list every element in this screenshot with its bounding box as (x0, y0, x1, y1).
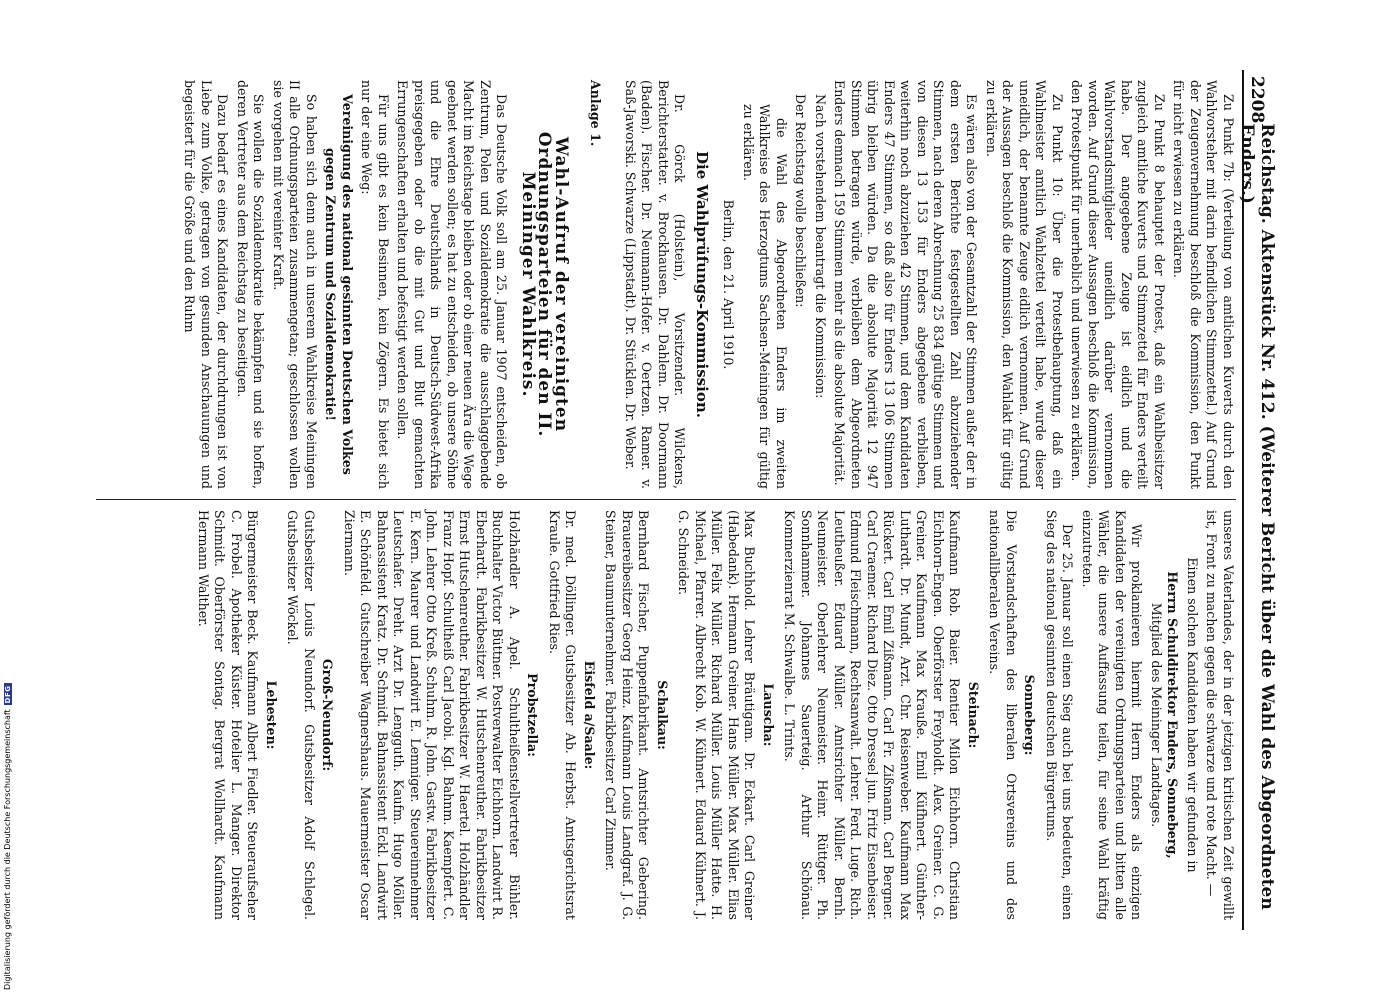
signatory-group (284, 510, 336, 920)
paragraph: Der Reichstag wolle beschließen: (793, 94, 809, 308)
signatory-group (195, 510, 280, 920)
signatory-group (675, 510, 776, 920)
place-signatories: Holzhändler A. Apel. Schultheißenstellvertreter Bühler. Buchhalter Victor Büttner. Postverwalter Eichhorn. Landwirt R. Eberhardt. Fabrikbesitzer W. Hutschenreuther. Fabrikbesitzer Ernst Hutschenreuther. Fabrikbesitzer W. Haertel. Holzhändler Franz Hopf. Schultheiß Carl Jacobi. Kgl. Bahnm. Kaempfert. C. John. Lehrer Otto Kreß. Schuhm. R. John. Gastw. Fabrikbesitzer E. Kern. Maurer und Landwirt E. Lemniger. Steuereinnehmer Leutschafer. Dreht. Arzt Dr. Lengguth. Kaufm. Hugo Möller. Bahnassistent Kratz. Dr. Schmidt. Bahnassistent Eckl. Landwirt E. Schönfeld. Gutschreiber Wagnershaus. Mauermeister Oscar Ziermann. (342, 510, 522, 920)
page-title: Reichstag. Aktenstück Nr. 412. (Weiterer Bericht über die Wahl des Abgeordneten Enders.) (1237, 123, 1277, 910)
commission-title: Die Wahlprüfungs-Kommission. (693, 151, 711, 418)
credit-text: Digitalisierung gefördert durch die Deutsche Forschungsgemeinschaft (3, 709, 12, 990)
signatory-group (546, 510, 598, 920)
place-signatories: Bürgermeister Beck. Kaufmann Albert Fiedler. Steueraufseher C. Frobel. Apotheker Küster. Hotelier L. Manger. Direktor Schmidt. Oberförster Sontag. Bergrat Wollhardt. Kaufmann Hermann Walther. (196, 510, 261, 920)
annex-label: Anlage 1. (588, 80, 604, 147)
paragraph: Zu Punkt 7b: (Verteilung von amtlichen Kuverts durch den Wahlvorsteher mit darin befindlichen Stimmzettel.) Auf Grund der Zeugenvernehmung beschloß die Kommission, den Punkt für nicht erwiesen zu erklären. (1171, 80, 1236, 489)
place-signatories: Gutsbesitzer Louis Neundorf. Gutsbesitzer Adolf Schlegel. Gutsbesitzer Wöckel. (285, 510, 317, 920)
paragraph: Wir proklamieren hiermit Herrn Enders als einzigen Kandidaten der vereinigten Ordnungsparteien und bitten alle Wähler, die unsere Auffassung teilen, für seine Wahl kräftig einzutreten. (1080, 510, 1145, 920)
place-heading: Eisfeld a/Saale: (582, 660, 597, 770)
place-signatories: Max Buchhold. Lehrer Bräutigam. Dr. Eckart. Carl Greiner (Habedank). Hermann Greiner. Hans Müller. Max Müller. Elias Müller. Felix Müller. Richard Müller. Louis Müller Hatte. H. Michael, Pfarrer. Albrecht Kob. W. Kühnert. Eduard Kühnert. J. G. Schneider. (676, 510, 758, 920)
date-line: Berlin, den 21. April 1910. (721, 199, 737, 370)
paragraph: Der 25. Januar soll einen Sieg auch bei uns bedeuten, einen Sieg des national gesinnten deutschen Bürgertums. (1044, 510, 1076, 920)
candidate-role: Mitglied des Meininger Landtages. (1149, 602, 1164, 828)
place-signatories: Die Vorstandschaften des liberalen Ortsvereins und des nationalliberalen Vereins. (987, 510, 1019, 920)
resolution: die Wahl des Abgeordneten Enders im zweiten Wahlkreise des Herzogtums Sachsen-Meiningen für gültig zu erklären. (741, 104, 789, 489)
paragraph: Dazu bedarf es eines Kandidaten, der durchdrungen ist von Liebe zum Volke, getragen von gesunden Anschauungen und begeistert für die Größe und den Ruhm (182, 80, 231, 489)
scanned-page (80, 70, 1277, 930)
paragraph: So haben sich denn auch in unserem Wahlkreise Meiningen II alle Ordnungsparteien zusammengetan; geschlossen wollen sie vorgehen mit vereinter Kraft. (271, 80, 319, 489)
paragraph: Sie wollen die Sozialdemokratie bekämpfen und sie hoffen, deren Vertreter aus dem Reichstag zu beseitigen. (235, 80, 267, 489)
place-signatories: Dr. med. Döllinger. Gutsbesitzer Ab. Herbst. Amtsgerichtsrat Kraule. Gottfried Ries. (547, 510, 579, 920)
place-heading: Schalkau: (655, 680, 670, 750)
page-number: 2208 (1247, 76, 1267, 124)
place-heading: Sonneberg: (1022, 674, 1038, 756)
place-signatories: Kaufmann Rob. Baier. Rentier Milon Eichhorn. Christian Eichhorn-Engen. Oberförster Freyholdt. Alex. Greiner. C. G. Greiner. Kaufmann Max Krauße. Emil Küfhnert. Günther-Luthardt. Dr. Mundt, Arzt. Chr. Reisenweber. Kaufmann Max Rückert. Carl Emil Zißmann. Carl Fr. Zißmann. Carl Bergner. Carl Craemer. Richard Diez. Otto Dressel jun. Fritz Eisenbeiser. Edmund Fleischmann, Rechtsanwalt. Lehrer. Ferd. Luge. Rich. Leutheußer. Eduard Müller. Amtsrichter Müller. Bernh. Neumeister. Oberlehrer Neumeister. Heinr. Rüttger. Ph. Sonnhammer. Johannes Sauerteig. Arthur Schönau. Kommerzienrat M. Schwalbe. L. Trints. (782, 510, 963, 920)
place-signatories: Bernhard Fischer, Puppenfabrikant. Amtsrichter Gebering. Brauereibesitzer Georg Heinz. Kaufmann Louis Landgraf. J. G. Steiner, Baumunternehmer. Fabrikbesitzer Carl Zimmer. (603, 510, 652, 920)
paragraph: Das Deutsche Volk soll am 25. Januar 1907 entscheiden, ob Zentrum, Polen und Sozialdemokratie die ausschlaggebende Macht im Reichstage bleiben oder ob einer neuen Ära die Wege geebnet werden sollen; es hat zu entscheiden, ob unsere Söhne und die Ehre Deutschlands in Deutsch-Südwest-Afrika preisgegeben oder ob die mit Gut und Blut gemachten Errungenschaften erhalten und befestigt werden sollen. (395, 80, 510, 489)
paragraph: Es wären also von der Gesamtzahl der Stimmen außer der in dem ersten Berichte festgestellten Zahl abzuziehender Stimmen, nach deren Abrechnung 25 834 gültige Stimmen und von diesen 13 153 für Enders abgegebene verblieben, weiterhin noch abzuziehen 42 Stimmen, und dem Kandidaten Enders 47 Stimmen, so daß also für Enders 13 106 Stimmen übrig bleiben würden. Da die absolute Majorität 12 947 Stimmen betragen würde, verbleiben dem Abgeordneten Enders demnach 159 Stimmen mehr als die absolute Majorität. (832, 80, 980, 489)
paragraph: Einen solchen Kandidaten haben wir gefunden in (1185, 557, 1200, 873)
slogan: Vereinigung des national gesinnten Deutschen Volkes gegen Zentrum und Sozialdemokratie! (323, 94, 355, 475)
signatories: Dr. Görck (Holstein), Vorsitzender. Wilckens, Berichterstatter. v. Brockhausen. Dr. Dahlem. Dr. Doormann (Baden). Fischer. Dr. Neumann-Hofer. v. Oertzen. Ramer. v. Saß-Jaworski. Schwarze (Lippstadt). Dr. Stücklen. Dr. Weber. (623, 80, 688, 489)
dfg-logo-icon: DFG (3, 685, 12, 704)
right-column (96, 500, 1236, 930)
place-heading: Steinach: (966, 681, 981, 749)
signatory-group (781, 510, 981, 920)
digitization-credit (3, 683, 12, 990)
paragraph: Für uns gibt es kein Besinnen, kein Zögern. Es bietet sich nur der eine Weg: (359, 80, 391, 489)
paragraph: Zu Punkt 10: Über die Protestbehauptung, daß ein Wahlmeister amtlich Wahlzettel verteilt habe, wurde dieser uneidlich, der benannte Zeuge eidlich vernommen. Auf Grund der Aussagen beschloß die Kommission, den Wahlakt für gültig zu erklären. (984, 80, 1065, 489)
paragraph: unseres Vaterlandes, der in der jetzigen kritischen Zeit gewillt ist, Front zu machen gegen die schwarze und rote Macht. — (1204, 510, 1236, 920)
annex-title: Wahl-Aufruf der vereinigten Ordnungsparteien für den II. Meininger Wahlkreis. (518, 131, 571, 438)
text-columns (96, 70, 1236, 930)
page-header (1237, 70, 1277, 930)
paragraph: Nach vorstehendem beantragt die Kommission: (813, 94, 828, 399)
paragraph: Zu Punkt 8 behauptet der Protest, daß ein Wahlbeisitzer zugleich amtliche Kuverts und Stimmzettel für Enders verteilt habe. Der angegebene Zeuge ist eidlich und die Wahlvorstandsmitglieder uneidlich darüber vernommen worden. Auf Grund dieser Aussagen beschloß die Kommission, den Protestpunkt für unerheblich und unerwiesen zu erklären. (1069, 80, 1167, 489)
place-heading: Lehesten: (264, 680, 279, 750)
place-heading: Probstzella: (525, 673, 541, 757)
place-heading: Groß-Neundorf: (320, 658, 336, 772)
signatory-group (602, 510, 670, 920)
signatory-group (341, 510, 541, 920)
place-heading: Lauscha: (761, 683, 776, 747)
candidate-name: Herrn Schuldirektor Enders, Sonneberg, (1165, 571, 1181, 859)
left-column (96, 70, 1236, 500)
signatory-group (986, 510, 1038, 920)
